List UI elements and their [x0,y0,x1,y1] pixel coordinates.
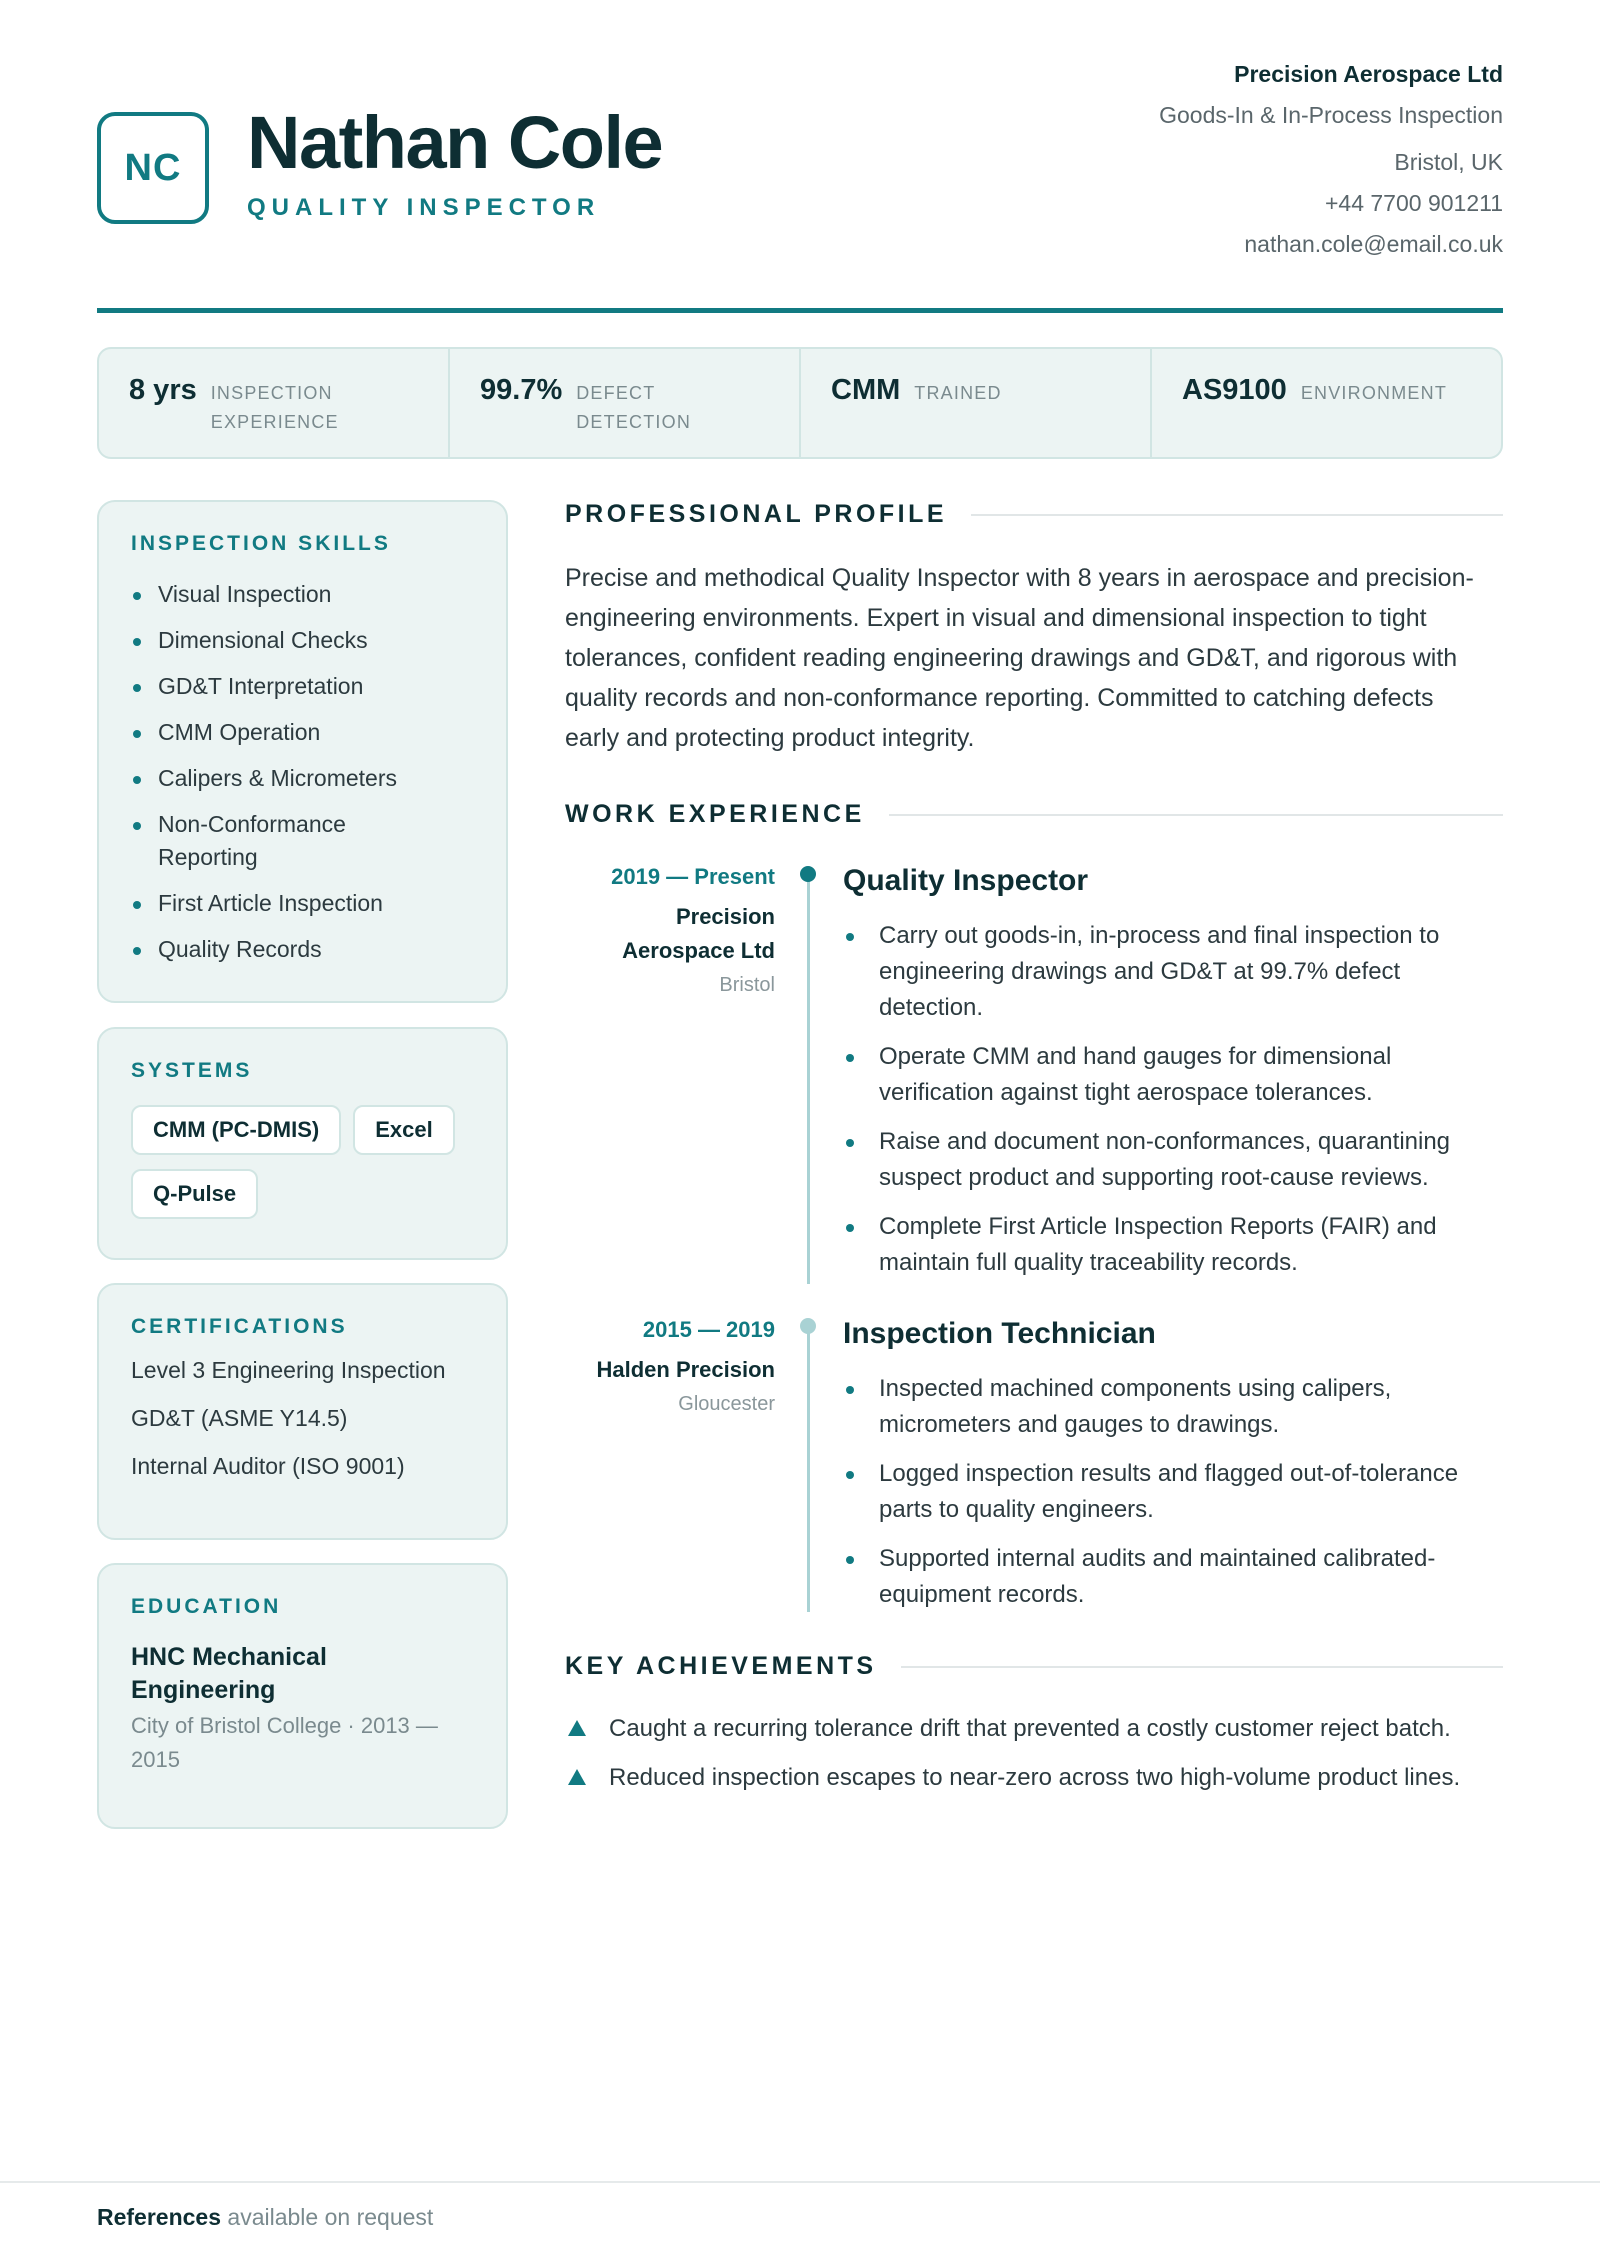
skill-item: First Article Inspection [131,887,474,920]
header-divider [97,308,1503,313]
contact-block [1159,60,1503,259]
skill-item: CMM Operation [131,716,474,749]
job-body [843,862,1503,1294]
system-tag: Q-Pulse [131,1169,258,1219]
achievements-list [565,1711,1485,1809]
profile-heading [565,500,1503,529]
skill-item: Visual Inspection [131,578,474,611]
job-meta [565,862,775,1000]
job-bullet: Supported internal audits and maintained calibrated-equipment records. [843,1541,1503,1613]
skills-title: INSPECTION SKILLS [131,532,391,555]
stat-caption: TRAINED [914,383,1002,403]
education-degree: HNC Mechanical Engineering [131,1643,327,1704]
system-tag: Excel [353,1105,455,1155]
section-title: PROFESSIONAL PROFILE [565,500,948,528]
skill-item: Quality Records [131,933,474,966]
job-bullet: Inspected machined components using calipers, micrometers and gauges to drawings. [843,1371,1503,1443]
profile-text: Precise and methodical Quality Inspector with 8 years in aerospace and precision-engineering environments. Expert in visual and dimensional inspection to tight tolerances, confident reading engineering drawings and GD&T, and rigorous with quality records and non-conformance reporting. Committed to catching defects early and protecting product integrity. [565,564,1474,752]
education-title: EDUCATION [131,1595,282,1618]
stat-caption: INSPECTION EXPERIENCE [210,383,339,432]
job-meta [565,1315,775,1419]
stat-value: 99.7% [480,374,563,406]
job-title: Quality Inspector [843,864,1089,897]
achievement-text: Caught a recurring tolerance drift that prevented a costly customer reject batch. [609,1715,1451,1742]
footer-bold: References [97,2204,222,2230]
systems-title: SYSTEMS [131,1059,253,1082]
systems-tags [131,1105,474,1219]
timeline-line [807,874,810,1284]
timeline-dot-current [800,866,816,882]
stat-value: 8 yrs [129,374,197,406]
section-title: KEY ACHIEVEMENTS [565,1652,877,1680]
job-dates: 2019 — Present [611,864,775,889]
systems-card [97,1027,508,1260]
achievement-text: Reduced inspection escapes to near-zero across two high-volume product lines. [609,1764,1461,1791]
achievements-heading [565,1652,1503,1681]
job-location: Gloucester [678,1393,775,1415]
system-tag: CMM (PC-DMIS) [131,1105,341,1155]
skills-card [97,500,508,1003]
section-rule [971,514,1503,516]
job-bullet: Operate CMM and hand gauges for dimensional verification against tight aerospace tolerances. [843,1039,1503,1111]
job-location: Bristol [719,974,775,996]
job-dates: 2015 — 2019 [642,1317,775,1342]
candidate-name: Nathan Cole [247,101,663,184]
certification-item: Internal Auditor (ISO 9001) [131,1453,405,1479]
certification-item: Level 3 Engineering Inspection [131,1357,446,1383]
achievement-item [565,1760,1485,1796]
timeline-line [807,1326,810,1612]
candidate-role: QUALITY INSPECTOR [247,194,601,221]
skill-item: Calipers & Micrometers [131,762,474,795]
stat-experience [99,349,450,457]
job-body [843,1315,1503,1626]
job-bullet: Carry out goods-in, in-process and final inspection to engineering drawings and GD&T at 99.7% defect detection. [843,918,1503,1026]
job-bullet: Raise and document non-conformances, quarantining suspect product and supporting root-cause reviews. [843,1124,1503,1196]
job-company: Halden Precision [596,1357,775,1382]
certifications-card [97,1283,508,1540]
contact-email[interactable]: nathan.cole@email.co.uk [1244,230,1503,257]
experience-heading [565,800,1503,829]
skill-item: Non-Conformance Reporting [131,808,474,874]
stat-caption: DEFECT DETECTION [576,383,692,432]
contact-department: Goods-In & In-Process Inspection [1159,101,1503,128]
job-bullets [843,918,1503,1281]
certification-item: GD&T (ASME Y14.5) [131,1405,348,1431]
triangle-icon [568,1769,586,1785]
timeline-dot-past [800,1318,816,1334]
section-rule [901,1666,1503,1668]
stat-value: AS9100 [1182,374,1287,406]
skill-item: GD&T Interpretation [131,670,474,703]
education-school: City of Bristol College · 2013 — 2015 [131,1713,438,1772]
achievement-item [565,1711,1485,1747]
contact-location: Bristol, UK [1394,148,1503,175]
resume-header [97,60,1503,310]
job-company: Precision Aerospace Ltd [622,904,775,963]
skill-item: Dimensional Checks [131,624,474,657]
stats-bar [97,347,1503,459]
stat-cmm [801,349,1152,457]
triangle-icon [568,1720,586,1736]
skills-list [131,578,474,966]
job-bullets [843,1371,1503,1613]
job-bullet: Complete First Article Inspection Reports (FAIR) and maintain full quality traceability records. [843,1209,1503,1281]
footer-text: available on request [227,2204,434,2230]
stat-environment [1152,349,1501,457]
stat-value: CMM [831,374,901,406]
job-bullet: Logged inspection results and flagged out-of-tolerance parts to quality engineers. [843,1456,1503,1528]
education-card [97,1563,508,1829]
monogram-badge: NC [97,112,209,224]
certifications-title: CERTIFICATIONS [131,1315,348,1338]
stat-defect-detection [450,349,801,457]
section-rule [889,814,1503,816]
section-title: WORK EXPERIENCE [565,800,865,828]
contact-phone[interactable]: +44 7700 901211 [1324,189,1503,216]
stat-caption: ENVIRONMENT [1300,383,1448,403]
footer-note [97,2204,433,2231]
contact-company: Precision Aerospace Ltd [1234,61,1503,87]
job-title: Inspection Technician [843,1317,1156,1350]
footer-divider [0,2181,1600,2183]
